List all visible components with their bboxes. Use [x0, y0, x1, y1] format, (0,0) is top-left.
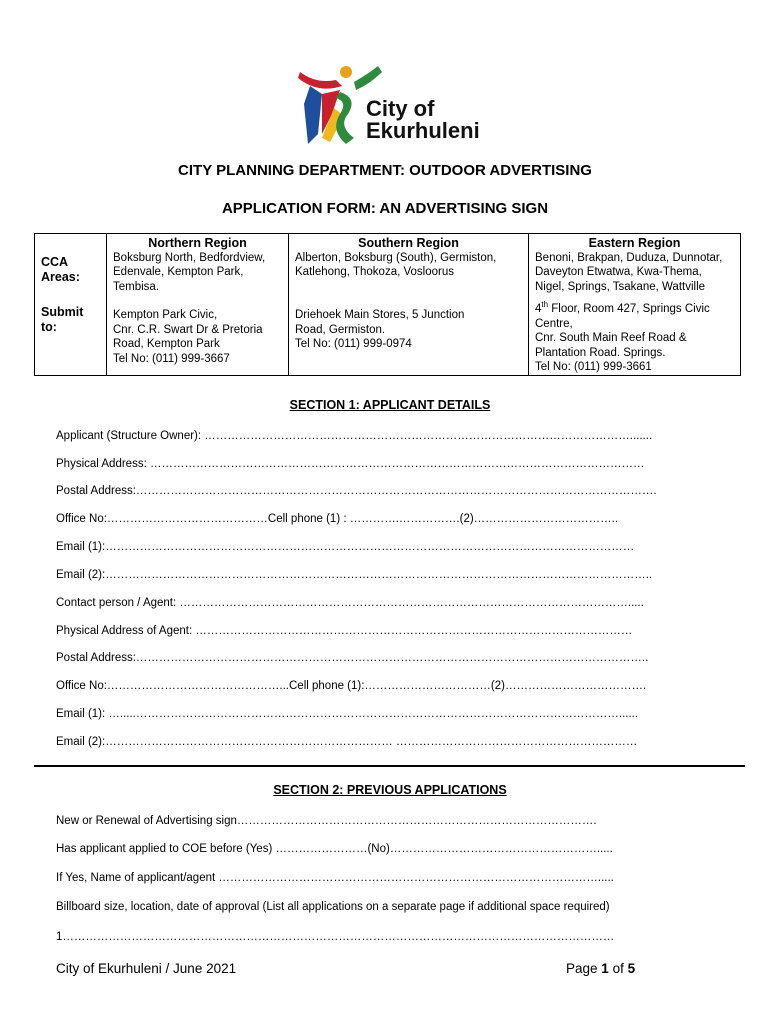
eastern-address-line: Centre, — [535, 317, 573, 330]
agent-office-cell-field[interactable]: Office No:………………………………………...Cell phone (1):……………………………(2)………………………………. — [56, 680, 647, 692]
northern-tel: Tel No: (011) 999-3667 — [113, 352, 230, 365]
eastern-floor-number: 4 — [535, 303, 542, 315]
header-northern-region: Northern Region — [107, 234, 289, 251]
southern-address-line: Road, Germiston. — [295, 323, 386, 336]
page-total: 5 — [627, 961, 636, 976]
email1-field[interactable]: Email (1):………………………………………………………………………………………………………………………… — [56, 541, 635, 553]
section2-title: SECTION 2: PREVIOUS APPLICATIONS — [273, 783, 507, 797]
page-number — [566, 961, 635, 976]
eastern-address-line: Plantation Road. Springs. — [535, 346, 666, 359]
office-cell-field[interactable]: Office No:……………………………………Cell phone (1) : ………….…………….(2)……………………………….. — [56, 513, 619, 525]
header-southern-region: Southern Region — [289, 234, 529, 251]
postal-address-field[interactable]: Postal Address:………………………………………………………………………………………………………………………. — [56, 485, 657, 497]
footer-left: City of Ekurhuleni / June 2021 — [56, 961, 237, 976]
applicant-field[interactable]: Applicant (Structure Owner): …………………………………………………………………………………………………....... — [56, 430, 653, 442]
logo-body-green — [336, 92, 354, 144]
northern-submit-address — [107, 302, 289, 375]
page-current: 1 — [601, 961, 609, 976]
logo-body-blue — [304, 86, 322, 144]
table-row-submit — [35, 302, 741, 375]
department-title: CITY PLANNING DEPARTMENT: OUTDOOR ADVERTISING — [178, 162, 592, 179]
logo-text-line1: City of — [366, 96, 435, 121]
cca-regions-table — [34, 233, 741, 376]
page-word: Page — [566, 961, 598, 976]
eastern-address-line: Cnr. South Main Reef Road & — [535, 332, 687, 344]
contact-agent-field[interactable]: Contact person / Agent: ………………………………………………………………………………………………………..... — [56, 597, 644, 609]
agent-address-field[interactable]: Physical Address of Agent: …………………………………………………………………………………………………… — [56, 625, 633, 637]
areas-label: CCA Areas: — [35, 251, 107, 303]
eastern-floor-rest: Floor, Room 427, Springs Civic — [548, 303, 710, 315]
header-empty-cell — [35, 234, 107, 251]
northern-areas: Boksburg North, Bedfordview, Edenvale, Kempton Park, Tembisa. — [107, 251, 289, 303]
section1-title: SECTION 1: APPLICANT DETAILS — [289, 398, 491, 412]
southern-address-line: Driehoek Main Stores, 5 Junction — [295, 309, 465, 321]
agent-email2-field[interactable]: Email (2):………………………………………………………………… ……………………………………………………… — [56, 736, 638, 748]
table-row-areas — [35, 251, 741, 303]
eastern-address-line — [535, 302, 734, 317]
northern-address-line: Kempton Park Civic, — [113, 309, 218, 321]
logo-head — [340, 66, 352, 78]
header-eastern-region: Eastern Region — [529, 234, 741, 251]
southern-areas: Alberton, Boksburg (South), Germiston, Katlehong, Thokoza, Vosloorus — [289, 251, 529, 303]
southern-tel: Tel No: (011) 999-0974 — [295, 338, 412, 350]
new-or-renewal-field[interactable]: New or Renewal of Advertising sign…………………………………………………………………………………. — [56, 815, 597, 827]
logo-arm-right — [354, 66, 382, 90]
physical-address-field[interactable]: Physical Address: ………………………………………………………………………………………………………………… — [56, 458, 645, 470]
previous-applicant-name-field[interactable]: If Yes, Name of applicant/agent ………………………………………………………………………………………..... — [56, 872, 614, 884]
table-header-row — [35, 234, 741, 251]
southern-submit-address — [289, 302, 529, 375]
submit-label: Submit to: — [35, 302, 107, 375]
agent-postal-address-field[interactable]: Postal Address:…………………………………………………………………………………………………………………….. — [56, 652, 649, 664]
section-divider — [34, 765, 745, 767]
logo-text-line2: Ekurhuleni — [366, 118, 480, 143]
billboard-details-instruction: Billboard size, location, date of approval (List all applications on a separate page if additional space required) — [56, 901, 610, 913]
eastern-areas: Benoni, Brakpan, Duduza, Dunnotar, Daveyton Etwatwa, Kwa-Thema, Nigel, Springs, Tsakane, Wattville — [529, 251, 741, 303]
northern-address-line: Road, Kempton Park — [113, 338, 220, 350]
email2-field[interactable]: Email (2):…………………………………………………………………………………………………………………………….. — [56, 569, 653, 581]
eastern-submit-address — [529, 302, 741, 375]
previous-application-line-1[interactable]: 1……………………………………………………………………………………………………………………………… — [56, 931, 615, 943]
eastern-tel: Tel No: (011) 999-3661 — [535, 361, 652, 373]
applied-before-field[interactable]: Has applicant applied to COE before (Yes) ……………………(No)………………………………………………..... — [56, 843, 613, 855]
of-word: of — [612, 961, 624, 976]
logo-text — [366, 98, 480, 142]
logo-arm-left — [298, 72, 342, 89]
form-title: APPLICATION FORM: AN ADVERTISING SIGN — [221, 200, 549, 217]
agent-email1-field[interactable]: Email (1): ….....………………………………………………………………………………………………………………...... — [56, 708, 639, 720]
northern-address-line: Cnr. C.R. Swart Dr & Pretoria — [113, 323, 263, 336]
eastern-floor-suffix: th — [541, 300, 549, 310]
